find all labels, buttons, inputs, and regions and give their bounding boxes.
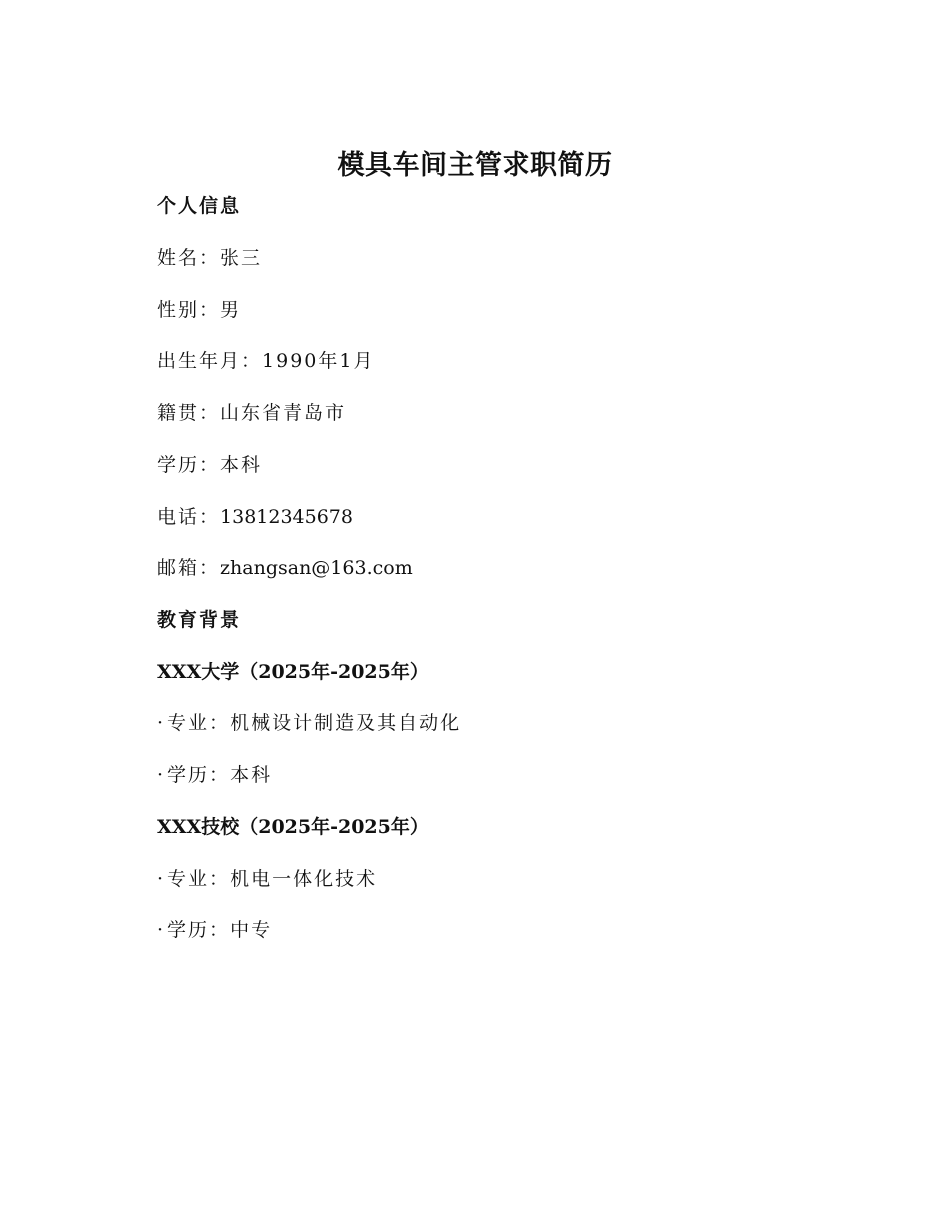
info-value: 本科 — [220, 454, 263, 476]
detail-label: 专业： — [167, 712, 231, 734]
info-value: 1990年1月 — [262, 350, 375, 372]
school-name-university: XXX大学（2025年-2025年） — [157, 661, 429, 683]
info-label: 出生年月： — [157, 350, 263, 372]
info-row-email — [157, 555, 413, 581]
info-value: 张三 — [220, 247, 263, 269]
info-label: 电话： — [157, 506, 221, 528]
info-value: zhangsan@163.com — [220, 557, 413, 579]
info-row-birth — [157, 348, 374, 374]
school-detail-major — [157, 710, 461, 736]
section-heading-personal-info: 个人信息 — [157, 195, 242, 217]
detail-value: 本科 — [230, 764, 273, 786]
detail-label: 学历： — [167, 919, 231, 941]
bullet-icon: · — [157, 764, 166, 786]
info-row-hometown — [157, 400, 346, 426]
info-label: 性别： — [157, 299, 221, 321]
bullet-icon: · — [157, 712, 166, 734]
detail-value: 机械设计制造及其自动化 — [230, 712, 462, 734]
school-detail-degree — [157, 762, 272, 788]
section-heading-education: 教育背景 — [157, 609, 242, 631]
school-name-technical: XXX技校（2025年-2025年） — [157, 816, 429, 838]
document-title: 模具车间主管求职简历 — [337, 150, 613, 181]
info-value: 13812345678 — [220, 506, 353, 528]
info-row-degree — [157, 452, 262, 478]
school-detail-degree — [157, 917, 272, 943]
info-label: 学历： — [157, 454, 221, 476]
bullet-icon: · — [157, 868, 166, 890]
info-label: 姓名： — [157, 247, 221, 269]
bullet-icon: · — [157, 919, 166, 941]
info-row-gender — [157, 297, 241, 323]
info-value: 男 — [220, 299, 242, 321]
info-value: 山东省青岛市 — [220, 402, 347, 424]
info-label: 邮箱： — [157, 557, 221, 579]
detail-value: 中专 — [230, 919, 273, 941]
detail-label: 专业： — [167, 868, 231, 890]
school-detail-major — [157, 866, 377, 892]
info-label: 籍贯： — [157, 402, 221, 424]
info-row-name — [157, 245, 262, 271]
detail-value: 机电一体化技术 — [230, 868, 378, 890]
detail-label: 学历： — [167, 764, 231, 786]
info-row-phone — [157, 504, 353, 530]
